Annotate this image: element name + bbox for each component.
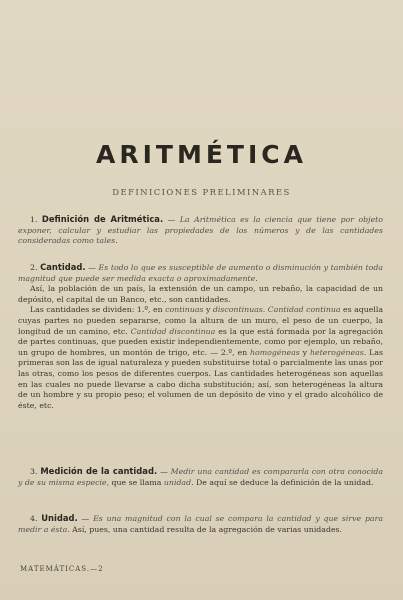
definition-text: La Aritmética es la ciencia que tiene por objeto exponer, calcular y estudiar las propiedades de los números y de las cantidades consideradas como tales. <box>18 215 384 246</box>
definition-text: Es todo lo que es susceptible de aumento o disminución y también toda magnitud que puede ser medida exacta o aproximadamente. <box>18 263 384 283</box>
section-2-paragraph-division <box>18 305 383 411</box>
section-1 <box>18 214 383 247</box>
text-run: es aquella cuyas partes no pueden separarse, como la altura de un muro, el peso de un cuerpo, la longitud de un camino, etc. <box>18 305 383 336</box>
text-run: Las cantidades se dividen: 1.º, en <box>30 305 166 315</box>
term-discontinuas: discontinuas <box>212 305 263 315</box>
term-cantidad-continua: Cantidad continua <box>267 305 341 315</box>
section-heading: Cantidad. <box>40 262 86 272</box>
term-cantidad-discontinua: Cantidad discontinua <box>130 326 216 336</box>
section-heading: Definición de Aritmética. <box>41 214 164 224</box>
heading-dash: — <box>77 514 94 523</box>
text-run: Así, pues, una cantidad resulta de la agregación de varias unidades. <box>69 524 343 534</box>
text-run: y <box>299 347 311 357</box>
definition-text: Medir una cantidad es compararla con otra conocida y de su misma especie, <box>18 467 384 487</box>
term-heterogeneas: heterogéneas <box>310 347 364 357</box>
section-number: 1. <box>30 215 38 224</box>
section-number: 2. <box>30 263 38 272</box>
chapter-subtitle: DEFINICIONES PRELIMINARES <box>112 188 291 198</box>
heading-dash: — <box>163 215 180 224</box>
text-run: . <box>262 305 268 315</box>
section-4 <box>18 513 383 535</box>
text-run: es la que está formada por la agregación de partes continuas, que pueden existir independientemente, como por ejemplo, un rebaño, un grupo de hombres, un montón de trigo, etc. — 2.º, en <box>18 326 383 357</box>
page-title: ARITMÉTICA <box>96 140 307 169</box>
section-number: 3. <box>30 467 38 476</box>
section-heading: Medición de la cantidad. <box>40 466 158 476</box>
section-heading: Unidad. <box>41 513 78 523</box>
heading-dash: — <box>85 263 99 272</box>
text-run: . De aquí se deduce la definición de la unidad. <box>191 477 374 487</box>
section-number: 4. <box>30 514 38 523</box>
text-run: que se llama <box>109 477 164 487</box>
text-run: y <box>203 305 213 315</box>
text-run: . Las primeras son las de igual naturaleza y pueden substituirse total o parcialmente las unas por las otras, como los pesos de diferentes cuerpos. Las cantidades heterogéneas son aquellas en las cuales no puede llevarse a cabo dicha substitución; así, son heterogéneas la altura de un hombre y su propio peso; el volumen de un depósito de vino y el grado alcohólico de éste, etc. <box>18 347 383 410</box>
section-2 <box>18 262 383 411</box>
definition-text: Es una magnitud con la cual se compara la cantidad y que sirve para medir a ésta. <box>18 514 383 534</box>
section-2-definition <box>18 262 383 284</box>
section-2-paragraph-examples: Así, la población de un país, la extensión de un campo, un rebaño, la capacidad de un depósito, el capital de un Banco, etc., son cantidades. <box>18 284 383 304</box>
term-unidad: unidad <box>163 477 192 487</box>
heading-dash: — <box>157 467 171 476</box>
section-3 <box>18 466 383 488</box>
term-homogeneas: homogéneas <box>250 347 300 357</box>
term-continuas: continuas <box>165 305 204 315</box>
page-footer-signature: MATEMÁTICAS.—2 <box>20 565 104 573</box>
